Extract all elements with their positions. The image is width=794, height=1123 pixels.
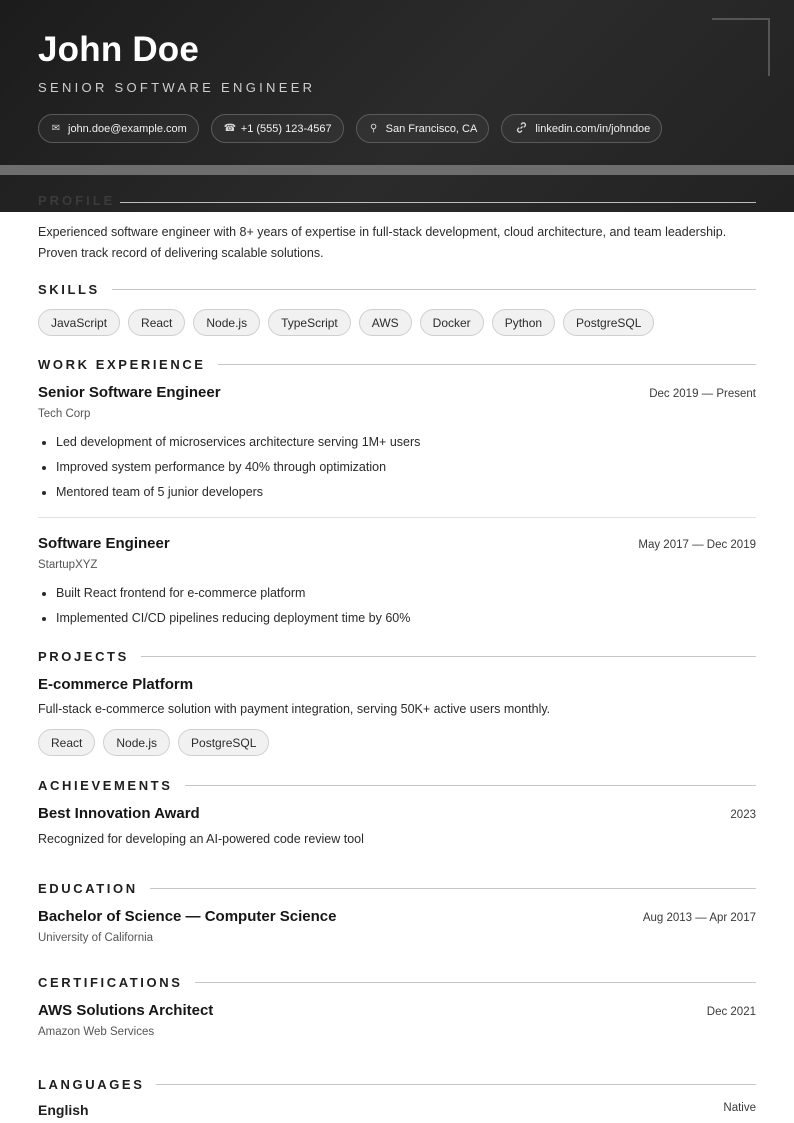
achievement-year: 2023	[730, 809, 756, 821]
job-company: StartupXYZ	[38, 559, 98, 571]
language-name: English	[38, 1102, 89, 1118]
phone-chip[interactable]	[211, 114, 344, 143]
education-dates: Aug 2013 — Apr 2017	[642, 912, 756, 924]
projects-section	[38, 647, 756, 756]
experience-section	[38, 355, 756, 631]
section-heading-languages: LANGUAGES	[38, 1076, 145, 1092]
section-rule	[141, 656, 756, 657]
section-heading-skills: SKILLS	[38, 281, 100, 297]
resume-body	[38, 222, 756, 1118]
section-rule	[112, 289, 756, 290]
contact-chips	[38, 114, 662, 143]
certifications-section	[38, 973, 756, 1038]
location-text: San Francisco, CA	[385, 122, 478, 135]
languages-section	[38, 1075, 756, 1118]
skill-tag: Python	[492, 309, 555, 336]
section-rule	[218, 364, 756, 365]
corner-decoration	[712, 18, 770, 76]
section-heading-experience: WORK EXPERIENCE	[38, 356, 206, 372]
section-heading-profile: PROFILE	[38, 193, 116, 208]
language-level: Native	[723, 1102, 756, 1114]
skill-tag: JavaScript	[38, 309, 120, 336]
languages-header	[38, 1075, 756, 1093]
project-entry	[38, 676, 756, 756]
project-description: Full-stack e-commerce solution with payment integration, serving 50K+ active users monthly.	[38, 702, 551, 716]
certification-issuer: Amazon Web Services	[38, 1026, 155, 1038]
job-bullet: Improved system performance by 40% through optimization	[38, 455, 756, 480]
skills-tags	[38, 309, 756, 336]
education-header	[38, 879, 756, 897]
section-rule	[150, 888, 756, 889]
job-role: Software Engineer	[38, 535, 170, 552]
skills-section	[38, 280, 756, 336]
skill-tag: PostgreSQL	[563, 309, 654, 336]
mail-icon: ✉	[51, 123, 61, 134]
email-text: john.doe@example.com	[68, 122, 187, 135]
achievement-title: Best Innovation Award	[38, 805, 200, 822]
location-chip	[356, 114, 490, 143]
job-bullet: Led development of microservices architecture serving 1M+ users	[38, 430, 756, 455]
education-entry	[38, 908, 756, 944]
section-heading-certifications: CERTIFICATIONS	[38, 974, 183, 990]
email-chip[interactable]	[38, 114, 199, 143]
skill-tag: AWS	[359, 309, 412, 336]
link-icon	[514, 121, 528, 137]
job-bullet: Mentored team of 5 junior developers	[38, 480, 756, 505]
section-rule	[156, 1084, 756, 1085]
section-rule	[120, 202, 756, 203]
tech-tag: React	[38, 729, 95, 756]
language-entry	[38, 1102, 756, 1118]
achievements-section	[38, 776, 756, 846]
entry-divider	[38, 517, 756, 518]
section-rule	[185, 785, 757, 786]
skill-tag: TypeScript	[268, 309, 351, 336]
linkedin-text: linkedin.com/in/johndoe	[535, 122, 651, 135]
job-dates: Dec 2019 — Present	[649, 388, 756, 400]
job-entry	[38, 535, 756, 631]
job-bullets	[38, 581, 756, 631]
phone-icon: ☎	[223, 123, 237, 134]
projects-header	[38, 647, 756, 665]
phone-text: +1 (555) 123-4567	[240, 122, 332, 135]
section-rule	[195, 982, 757, 983]
candidate-name: John Doe	[38, 30, 200, 69]
location-pin-icon: ⚲	[369, 123, 378, 134]
experience-header	[38, 355, 756, 373]
job-role: Senior Software Engineer	[38, 384, 221, 401]
achievement-entry	[38, 805, 756, 846]
resume-header	[0, 0, 794, 212]
job-bullets	[38, 430, 756, 505]
education-section	[38, 879, 756, 944]
tech-tag: Node.js	[103, 729, 170, 756]
job-company: Tech Corp	[38, 408, 91, 420]
tech-tag: PostgreSQL	[178, 729, 269, 756]
skills-header	[38, 280, 756, 298]
project-tech-tags	[38, 729, 756, 756]
section-heading-education: EDUCATION	[38, 880, 138, 896]
education-school: University of California	[38, 932, 154, 944]
header-stripe	[0, 165, 794, 175]
job-dates: May 2017 — Dec 2019	[638, 539, 756, 551]
achievements-header	[38, 776, 756, 794]
certification-date: Dec 2021	[706, 1006, 756, 1018]
job-bullet: Implemented CI/CD pipelines reducing deployment time by 60%	[38, 606, 756, 631]
linkedin-chip[interactable]	[501, 114, 662, 143]
certifications-header	[38, 973, 756, 991]
skill-tag: Docker	[420, 309, 484, 336]
candidate-title: SENIOR SOFTWARE ENGINEER	[38, 80, 316, 95]
skill-tag: React	[128, 309, 185, 336]
job-bullet: Built React frontend for e-commerce platform	[38, 581, 756, 606]
section-heading-achievements: ACHIEVEMENTS	[38, 777, 173, 793]
education-degree: Bachelor of Science — Computer Science	[38, 908, 337, 925]
skill-tag: Node.js	[193, 309, 260, 336]
job-entry	[38, 384, 756, 518]
achievement-description: Recognized for developing an AI-powered code review tool	[38, 832, 364, 846]
section-heading-projects: PROJECTS	[38, 648, 129, 664]
certification-name: AWS Solutions Architect	[38, 1002, 214, 1019]
profile-summary: Experienced software engineer with 8+ years of expertise in full-stack development, cloud architecture, and team leadership. Proven track record of delivering scalable solutions.	[38, 225, 727, 260]
project-name: E-commerce Platform	[38, 676, 194, 693]
certification-entry	[38, 1002, 756, 1038]
